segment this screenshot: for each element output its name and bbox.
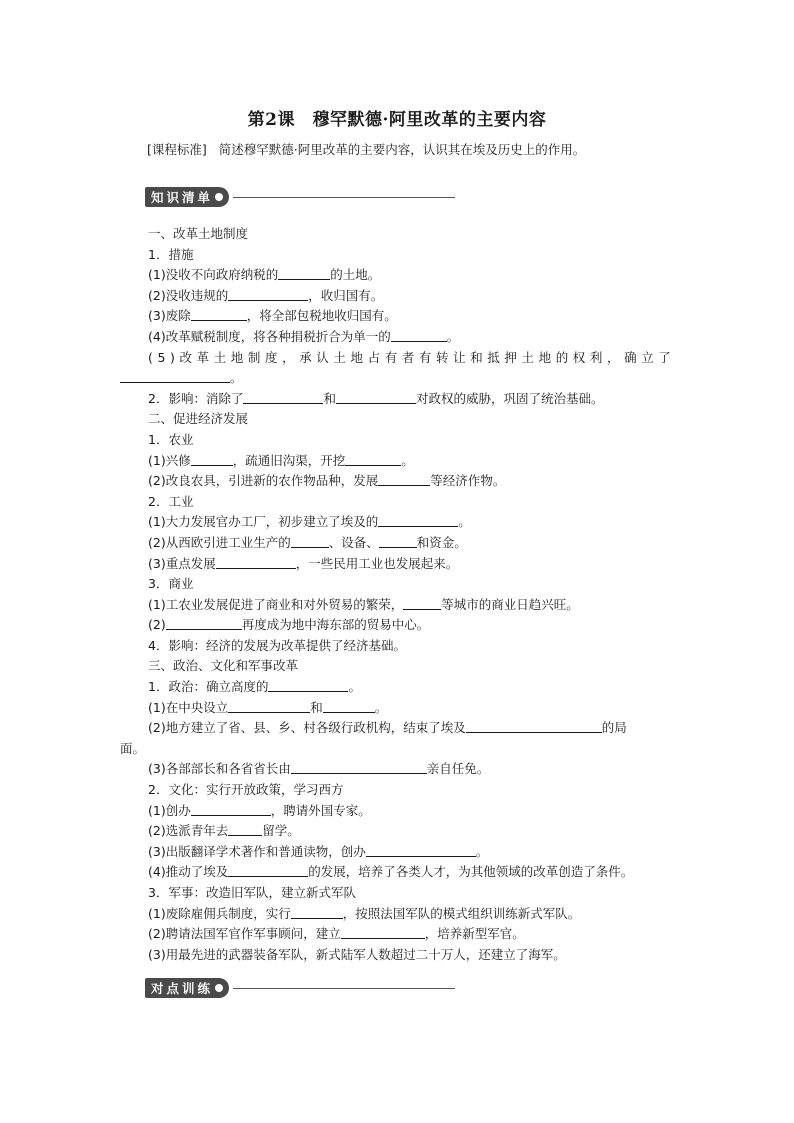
fill-item: (3)废除 ，将全部包税地收归国有。	[148, 308, 397, 324]
answer-blank[interactable]	[216, 555, 296, 569]
answer-blank[interactable]	[243, 390, 323, 404]
fill-item: (1)工农业发展促进了商业和对外贸易的繁荣， 等城市的商业日趋兴旺。	[148, 596, 579, 612]
answer-blank[interactable]	[228, 822, 262, 836]
answer-blank[interactable]	[341, 925, 425, 939]
knowledge-list-banner	[145, 187, 455, 207]
answer-blank[interactable]	[166, 616, 242, 630]
fill-item: (2)从西欧引进工业生产的 、设备、 和资金。	[148, 534, 467, 550]
answer-blank[interactable]	[378, 513, 458, 527]
bullet-dot-icon	[215, 193, 223, 201]
subheading: 3．军事：改造旧军队，建立新式军队	[148, 885, 356, 900]
answer-blank[interactable]	[291, 760, 427, 774]
answer-blank[interactable]	[120, 369, 230, 383]
fill-item: (2)地方建立了省、县、乡、村各级行政机构，结束了埃及 的局	[148, 720, 627, 736]
fill-item: (2)选派青年去 留学。	[148, 823, 300, 839]
answer-blank[interactable]	[291, 905, 343, 919]
answer-blank[interactable]	[268, 678, 348, 692]
fill-item: (2) 再度成为地中海东部的贸易中心。	[148, 617, 430, 633]
fill-item-continuation: 面。	[120, 740, 146, 756]
lesson-title: 第2课 穆罕默德·阿里改革的主要内容	[247, 110, 547, 130]
fill-item: (4)推动了埃及 的发展，培养了各类人才，为其他领域的改革创造了条件。	[148, 864, 634, 880]
practice-label: 对点训练	[151, 981, 214, 996]
fill-item: 2．影响：消除了 和 对政权的威胁，巩固了统治基础。	[148, 390, 604, 406]
answer-blank[interactable]	[228, 287, 308, 301]
content-body	[120, 224, 680, 965]
effect-line: 4．影响：经济的发展为改革提供了经济基础。	[148, 637, 406, 653]
answer-blank[interactable]	[323, 699, 375, 713]
subheading: 2．工业	[148, 493, 194, 509]
section-heading: 三、政治、文化和军事改革	[148, 658, 299, 674]
bullet-dot-icon	[215, 984, 223, 992]
fill-item: (2)聘请法国军官作军事顾问，建立 ，培养新型军官。	[148, 926, 525, 942]
fill-item: (3)出版翻译学术著作和普通读物，创办 。	[148, 843, 489, 859]
answer-blank[interactable]	[391, 328, 447, 342]
answer-blank[interactable]	[403, 596, 441, 610]
fill-item: (4)改革赋税制度，将各种捐税折合为单一的 。	[148, 328, 460, 344]
subheading: 2．文化：实行开放政策，学习西方	[148, 782, 344, 798]
answer-blank[interactable]	[191, 802, 271, 816]
fill-item: (2)没收违规的 ，收归国有。	[148, 287, 384, 303]
fill-item: (5)改革土地制度，承认土地占有者有转让和抵押土地的权利，确立了	[148, 349, 676, 365]
banner-rule	[233, 988, 455, 989]
fill-item: (3)重点发展 ，一些民用工业也发展起来。	[148, 555, 459, 571]
fill-item: (1)兴修 ，疏通旧沟渠，开挖 。	[148, 452, 414, 468]
practice-banner	[145, 978, 455, 998]
answer-blank[interactable]	[378, 472, 430, 486]
fill-item: (3)用最先进的武器装备军队，新式陆军人数超过二十万人，还建立了海军。	[148, 946, 566, 962]
answer-blank[interactable]	[191, 452, 233, 466]
answer-blank[interactable]	[291, 534, 329, 548]
answer-blank[interactable]	[228, 699, 310, 713]
answer-blank[interactable]	[345, 452, 401, 466]
fill-item: (1)创办 ，聘请外国专家。	[148, 802, 371, 818]
course-standard-text: 简述穆罕默德·阿里改革的主要内容，认识其在埃及历史上的作用。	[218, 142, 586, 157]
answer-blank[interactable]	[228, 863, 308, 877]
answer-blank[interactable]	[466, 719, 602, 733]
course-standard-label: [课程标准]	[147, 142, 207, 157]
knowledge-list-tag	[145, 187, 229, 207]
answer-blank[interactable]	[366, 843, 476, 857]
banner-rule	[233, 197, 455, 198]
practice-tag	[145, 978, 229, 998]
fill-item: (1)废除雇佣兵制度，实行 ，按照法国军队的模式组织训练新式军队。	[148, 905, 581, 921]
course-standard	[147, 140, 585, 158]
fill-item: (2)改良农具，引进新的农作物品种，发展 等经济作物。	[148, 473, 506, 489]
answer-blank[interactable]	[379, 534, 417, 548]
fill-item: 1．政治：确立高度的 。	[148, 679, 361, 695]
fill-item: (1)大力发展官办工厂，初步建立了埃及的 。	[148, 514, 471, 530]
subheading: 1．农业	[148, 431, 194, 447]
section-heading: 一、改革土地制度	[148, 226, 249, 241]
fill-item: (1)在中央设立 和 。	[148, 699, 388, 715]
answer-blank[interactable]	[191, 307, 247, 321]
answer-blank[interactable]	[336, 390, 416, 404]
subheading: 3．商业	[148, 576, 194, 592]
subheading: 1．措施	[148, 246, 194, 262]
knowledge-list-label: 知识清单	[151, 190, 214, 205]
fill-item: (1)没收不向政府纳税的 的土地。	[148, 267, 381, 283]
section-heading: 二、促进经济发展	[148, 411, 249, 427]
fill-item: (3)各部部长和各省省长由 亲自任免。	[148, 761, 490, 777]
answer-blank[interactable]	[278, 266, 330, 280]
fill-item-continuation: 。	[120, 368, 680, 389]
